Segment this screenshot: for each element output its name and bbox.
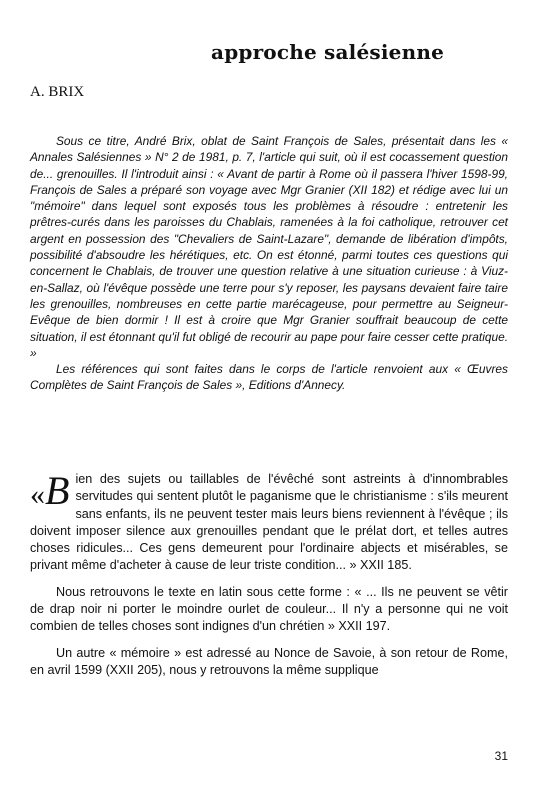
drop-cap-letter: B (45, 468, 70, 513)
body-paragraph (30, 468, 508, 575)
intro-paragraph: Les références qui sont faites dans le corps de l'article renvoient aux « Œuvres Complètes de Saint François de Sales », Editions d'Annecy. (30, 362, 508, 393)
intro-paragraph: Sous ce titre, André Brix, oblat de Saint François de Sales, présentait dans les « Annales Salésiennes » N° 2 de 1981, p. 7, l'article qui suit, où il est cocassement question de... grenouilles. Il l'introduit ainsi : « Avant de partir à Rome où il passera l'hiver 1598-99, François de Sales a préparé son voyage avec Mgr Granier (XII 182) et rédige avec lui un "mémoire" dans lequel sont exposés tous les problèmes à résoudre : entretenir les prêtres-curés dans les paroisses du Chablais, ramenées à la foi catholique, retrouver cet argent en possession des "Chevaliers de Saint-Lazare", demande de libération d'impôts, possibilité d'absoudre les hérétiques, etc. On est étonné, parmi toutes ces questions qui concernent le Chablais, de trouver une question relative à une situation curieuse : à Viuz-en-Sallaz, où l'évêque possède une terre pour s'y reposer, les paysans devaient faire taire les grenouilles, nombreuses en cette partie marécageuse, pour permettre au Seigneur-Evêque de bien dormir ! Il est à croire que Mgr Granier souffrait beaucoup de cette situation, il est étonnant qu'il fut obligé de recourir au pape pour faire cesser cette pratique. » (30, 134, 508, 360)
body-paragraph: Un autre « mémoire » est adressé au Nonce de Savoie, à son retour de Rome, en avril 1599 (XXII 205), nous y retrouvons la même supplique (30, 645, 508, 677)
drop-cap (30, 468, 70, 513)
drop-cap-guillemet: « (30, 478, 45, 511)
body-paragraph: Nous retrouvons le texte en latin sous cette forme : « ... Ils ne peuvent se vêtir de drap noir ni porter le moindre ourlet de couleur... Il n'y a personne qui ne voit combien de telles choses sont indignes d'un chrétien » XXII 197. (30, 584, 508, 634)
page-number: 31 (494, 749, 508, 763)
author-name: A. BRIX (30, 84, 85, 100)
first-paragraph-text: ien des sujets ou taillables de l'évêché sont astreints à d'innombrables servitudes qui sentent plutôt le paganisme que le christianisme : s'ils meurent sans enfants, ils ne peuvent tester mais leurs biens reviennent à l'évêque ; ils doivent imposer silence aux grenouilles pendant que le prélat dort, et telles autres choses ridicules... Ces gens demeurent pour l'ordinaire abjects et misérables, se privant même d'acheter à cause de leur triste condition... » XXII 185. (30, 472, 508, 573)
article-body (30, 468, 508, 688)
page-title: approche salésienne (211, 40, 444, 64)
intro-note (30, 133, 508, 394)
